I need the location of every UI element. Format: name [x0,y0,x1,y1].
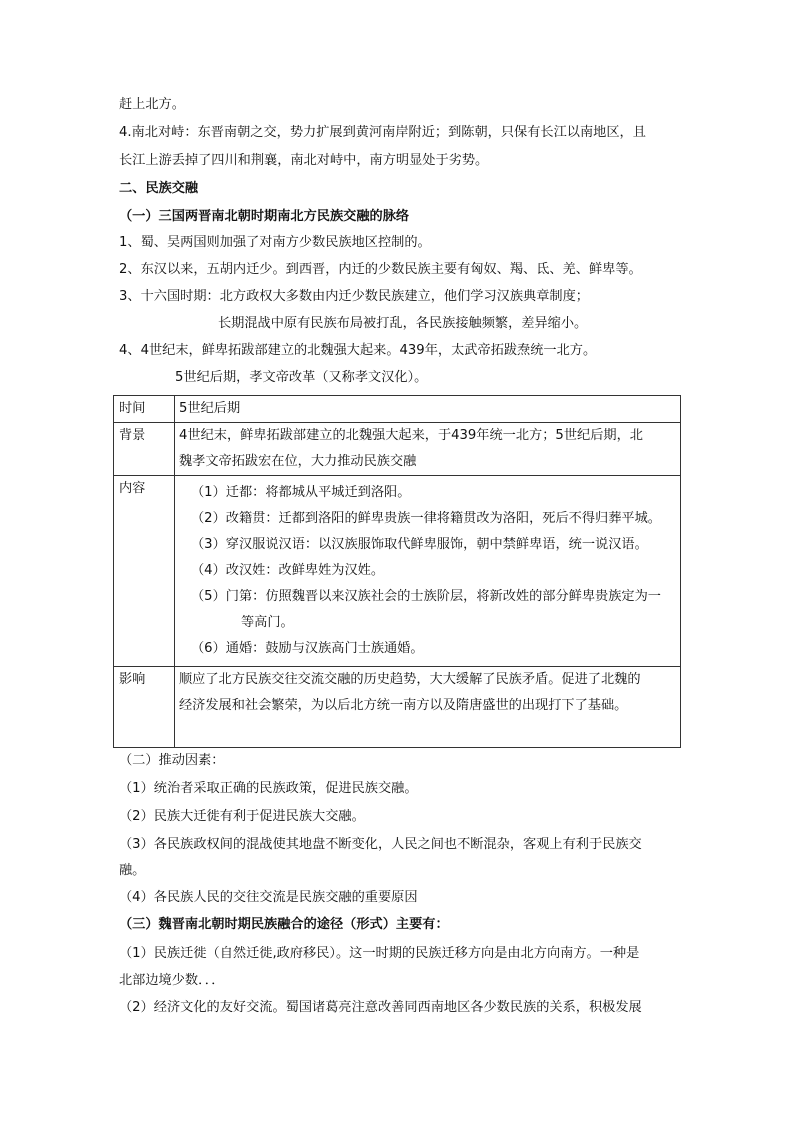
list-item-continuation: 长期混战中原有民族布局被打乱，各民族接触频繁，差异缩小。 [218,316,588,331]
list-item: 4、4世纪末，鲜卑拓跋部建立的北魏强大起来。439年，太武帝拓跋焘统一北方。 [119,343,597,358]
subsection-heading-1: （一）三国两晋南北朝时期南北方民族交融的脉络 [119,209,410,224]
subsection-heading-2: （二）推动因素： [119,753,225,768]
list-item: （2）经济文化的友好交流。蜀国诸葛亮注意改善同西南地区各少数民族的关系，积极发展 [119,1000,642,1015]
row-value-time: 5世纪后期 [175,396,681,423]
table-row [114,396,681,423]
intro-line-2: 4.南北对峙：东晋南朝之交，势力扩展到黄河南岸附近；到陈朝，只保有长江以南地区，且 [119,125,646,140]
list-item: （4）各民族人民的交往交流是民族交融的重要原因 [119,890,418,905]
row-value-impact: 顺应了北方民族交往交流交融的历史趋势，大大缓解了民族矛盾。促进了北魏的 经济发展和社会繁荣，为以后北方统一南方以及隋唐盛世的出现打下了基础。 [175,667,681,748]
list-item: （3）各民族政权间的混战使其地盘不断变化，人民之间也不断混杂，客观上有利于民族交 [119,837,642,852]
list-item: （1）统治者采取正确的民族政策，促进民族交融。 [119,781,418,796]
row-value-background: 4世纪末，鲜卑拓跋部建立的北魏强大起来，于439年统一北方；5世纪后期，北 魏孝文帝拓跋宏在位，大力推动民族交融 [175,423,681,476]
table-row [114,423,681,476]
list-item: 3、十六国时期：北方政权大多数由内迁少数民族建立，他们学习汉族典章制度； [119,289,589,304]
intro-line-1: 赶上北方。 [119,97,185,112]
table-row [114,667,681,748]
list-item: （2）民族大迁徙有利于促进民族大交融。 [119,809,365,824]
list-item: （1）民族迁徙（自然迁徙,政府移民）。这一时期的民族迁移方向是由北方向南方。一种是 [119,946,640,961]
row-label-background: 背景 [114,423,175,476]
row-value-content: （1）迁都：将都城从平城迁到洛阳。 （2）改籍贯：迁都到洛阳的鲜卑贵族一律将籍贯改为洛阳，死后不得归葬平城。 （3）穿汉服说汉语：以汉族服饰取代鲜卑服饰，朝中禁鲜卑语，统一说汉语。 （4）改汉姓：改鲜卑姓为汉姓。 （5）门第：仿照魏晋以来汉族社会的士族阶层，将新改姓的部分鲜卑贵族定为一 等高门。 （6）通婚：鼓励与汉族高门士族通婚。 [175,476,681,667]
table-row [114,476,681,667]
reform-table [113,395,681,748]
row-label-impact: 影响 [114,667,175,748]
list-item-continuation: 北部边境少数．．． [119,973,225,988]
subsection-heading-3: （三）魏晋南北朝时期民族融合的途径（形式）主要有： [119,917,449,932]
list-item-continuation: 5世纪后期，孝文帝改革（又称孝文汉化）。 [175,370,428,385]
list-item: 2、东汉以来，五胡内迁少。到西晋，内迁的少数民族主要有匈奴、羯、氐、羌、鲜卑等。 [119,262,642,277]
row-label-time: 时间 [114,396,175,423]
section-heading: 二、民族交融 [119,181,199,196]
intro-line-3: 长江上游丢掉了四川和荆襄，南北对峙中，南方明显处于劣势。 [119,153,489,168]
list-item-continuation: 融。 [119,863,146,878]
list-item: 1、蜀、吴两国则加强了对南方少数民族地区控制的。 [119,235,431,250]
row-label-content: 内容 [114,476,175,667]
